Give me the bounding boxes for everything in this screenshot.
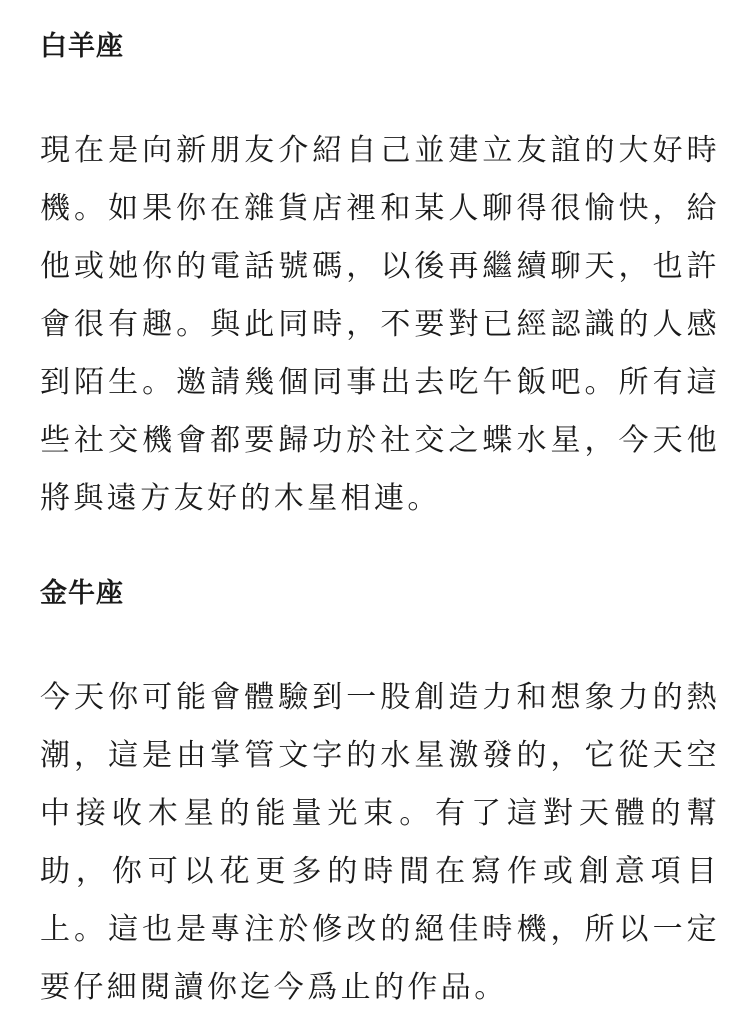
section-title-aries: 白羊座 [40,31,124,62]
section-body-aries: 現在是向新朋友介紹自己並建立友誼的大好時機。如果你在雜貨店裡和某人聊得很愉快，給他或她你的電話號碼，以後再繼續聊天，也許會很有趣。與此同時，不要對已經認識的人感到陌生。邀請幾個同事出去吃午飯吧。所有這些社交機會都要歸功於社交之蝶水星，今天他將與遠方友好的木星相連。 [40,133,720,516]
section-aries [40,22,720,528]
section-title-taurus: 金牛座 [40,578,124,609]
horoscope-article [40,22,720,1017]
section-taurus [40,569,720,1017]
section-body-taurus: 今天你可能會體驗到一股創造力和想象力的熱潮，這是由掌管文字的水星激發的，它從天空中接收木星的能量光束。有了這對天體的幫助，你可以花更多的時間在寫作或創意項目上。這也是專注於修改的絕佳時機，所以一定要仔細閱讀你迄今爲止的作品。 [40,680,720,1005]
